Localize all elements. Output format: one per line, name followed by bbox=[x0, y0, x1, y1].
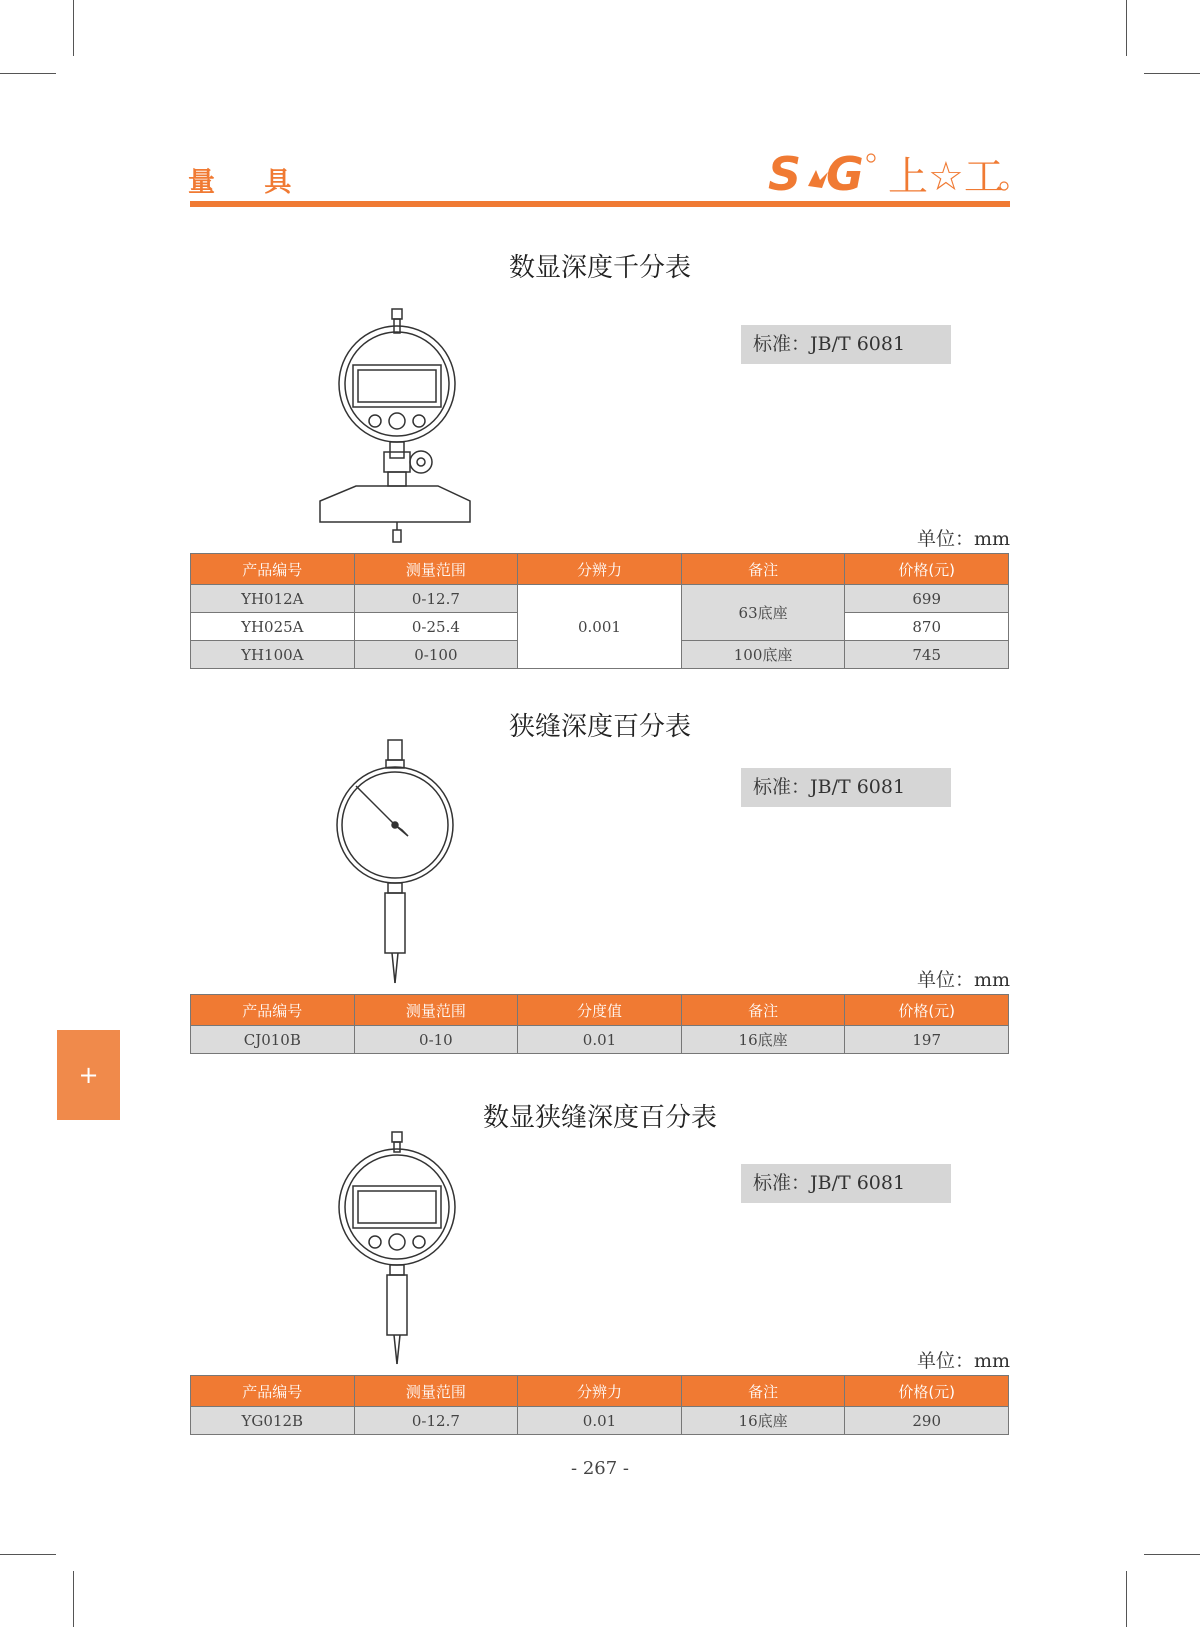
column-header: 产品编号 bbox=[191, 554, 355, 585]
range-cell: 0-25.4 bbox=[354, 613, 518, 641]
column-header: 备注 bbox=[681, 554, 845, 585]
column-header: 备注 bbox=[681, 1376, 845, 1407]
crop-mark bbox=[73, 1571, 74, 1627]
page-number: - 267 - bbox=[571, 1458, 629, 1479]
range-cell: 0-12.7 bbox=[354, 585, 518, 613]
section-title: 狭缝深度百分表 bbox=[508, 712, 691, 742]
header-rule bbox=[190, 201, 1010, 207]
svg-text:S: S bbox=[768, 150, 804, 198]
table-row bbox=[191, 585, 1009, 613]
range-cell: 0-100 bbox=[354, 641, 518, 669]
column-header: 备注 bbox=[681, 995, 845, 1026]
svg-text:G: G bbox=[826, 150, 864, 198]
crop-mark bbox=[0, 73, 56, 74]
crop-mark bbox=[1144, 1554, 1200, 1555]
table-row bbox=[191, 1407, 1009, 1435]
column-header: 测量范围 bbox=[354, 995, 518, 1026]
section-title: 数显狭缝深度百分表 bbox=[482, 1103, 717, 1133]
slot-depth-dial-gauge-drawing bbox=[330, 738, 460, 988]
column-header: 价格(元) bbox=[845, 995, 1009, 1026]
brand-logo bbox=[768, 150, 1018, 198]
resolution-cell: 0.001 bbox=[518, 585, 682, 669]
header-title: 量 具 bbox=[188, 167, 312, 198]
crop-mark bbox=[1126, 1571, 1127, 1627]
remark-cell: 100底座 bbox=[681, 641, 845, 669]
spec-table bbox=[190, 553, 1009, 669]
crop-mark bbox=[0, 1554, 56, 1555]
column-header: 测量范围 bbox=[354, 1376, 518, 1407]
range-cell: 0-10 bbox=[354, 1026, 518, 1054]
standard-label: 标准：JB/T 6081 bbox=[741, 325, 951, 364]
price-cell: 745 bbox=[845, 641, 1009, 669]
digital-depth-gauge-drawing bbox=[318, 305, 478, 550]
crop-mark bbox=[1126, 0, 1127, 56]
column-header: 分度值 bbox=[518, 995, 682, 1026]
standard-label: 标准：JB/T 6081 bbox=[741, 1164, 951, 1203]
unit-label: 单位：mm bbox=[916, 969, 1010, 991]
table-row bbox=[191, 1026, 1009, 1054]
column-header: 分辨力 bbox=[518, 554, 682, 585]
side-tab[interactable]: + bbox=[57, 1030, 120, 1120]
product-code-cell: YG012B bbox=[191, 1407, 355, 1435]
unit-label: 单位：mm bbox=[916, 1350, 1010, 1372]
product-code-cell: YH012A bbox=[191, 585, 355, 613]
digital-slot-depth-gauge-drawing bbox=[330, 1128, 460, 1368]
remark-cell: 63底座 bbox=[681, 585, 845, 641]
table-header-row bbox=[191, 554, 1009, 585]
table-header-row bbox=[191, 995, 1009, 1026]
price-cell: 870 bbox=[845, 613, 1009, 641]
price-cell: 290 bbox=[845, 1407, 1009, 1435]
resolution-cell: 0.01 bbox=[518, 1026, 682, 1054]
product-code-cell: YH025A bbox=[191, 613, 355, 641]
column-header: 分辨力 bbox=[518, 1376, 682, 1407]
remark-cell: 16底座 bbox=[681, 1026, 845, 1054]
spec-table bbox=[190, 994, 1009, 1054]
crop-mark bbox=[1144, 73, 1200, 74]
price-cell: 197 bbox=[845, 1026, 1009, 1054]
product-code-cell: YH100A bbox=[191, 641, 355, 669]
column-header: 价格(元) bbox=[845, 1376, 1009, 1407]
column-header: 价格(元) bbox=[845, 554, 1009, 585]
range-cell: 0-12.7 bbox=[354, 1407, 518, 1435]
column-header: 测量范围 bbox=[354, 554, 518, 585]
section-title: 数显深度千分表 bbox=[508, 253, 691, 283]
column-header: 产品编号 bbox=[191, 995, 355, 1026]
spec-table bbox=[190, 1375, 1009, 1435]
crop-mark bbox=[73, 0, 74, 56]
column-header: 产品编号 bbox=[191, 1376, 355, 1407]
resolution-cell: 0.01 bbox=[518, 1407, 682, 1435]
svg-text:上☆工: 上☆工 bbox=[888, 154, 1004, 198]
standard-label: 标准：JB/T 6081 bbox=[741, 768, 951, 807]
table-header-row bbox=[191, 1376, 1009, 1407]
product-code-cell: CJ010B bbox=[191, 1026, 355, 1054]
remark-cell: 16底座 bbox=[681, 1407, 845, 1435]
unit-label: 单位：mm bbox=[916, 528, 1010, 550]
price-cell: 699 bbox=[845, 585, 1009, 613]
